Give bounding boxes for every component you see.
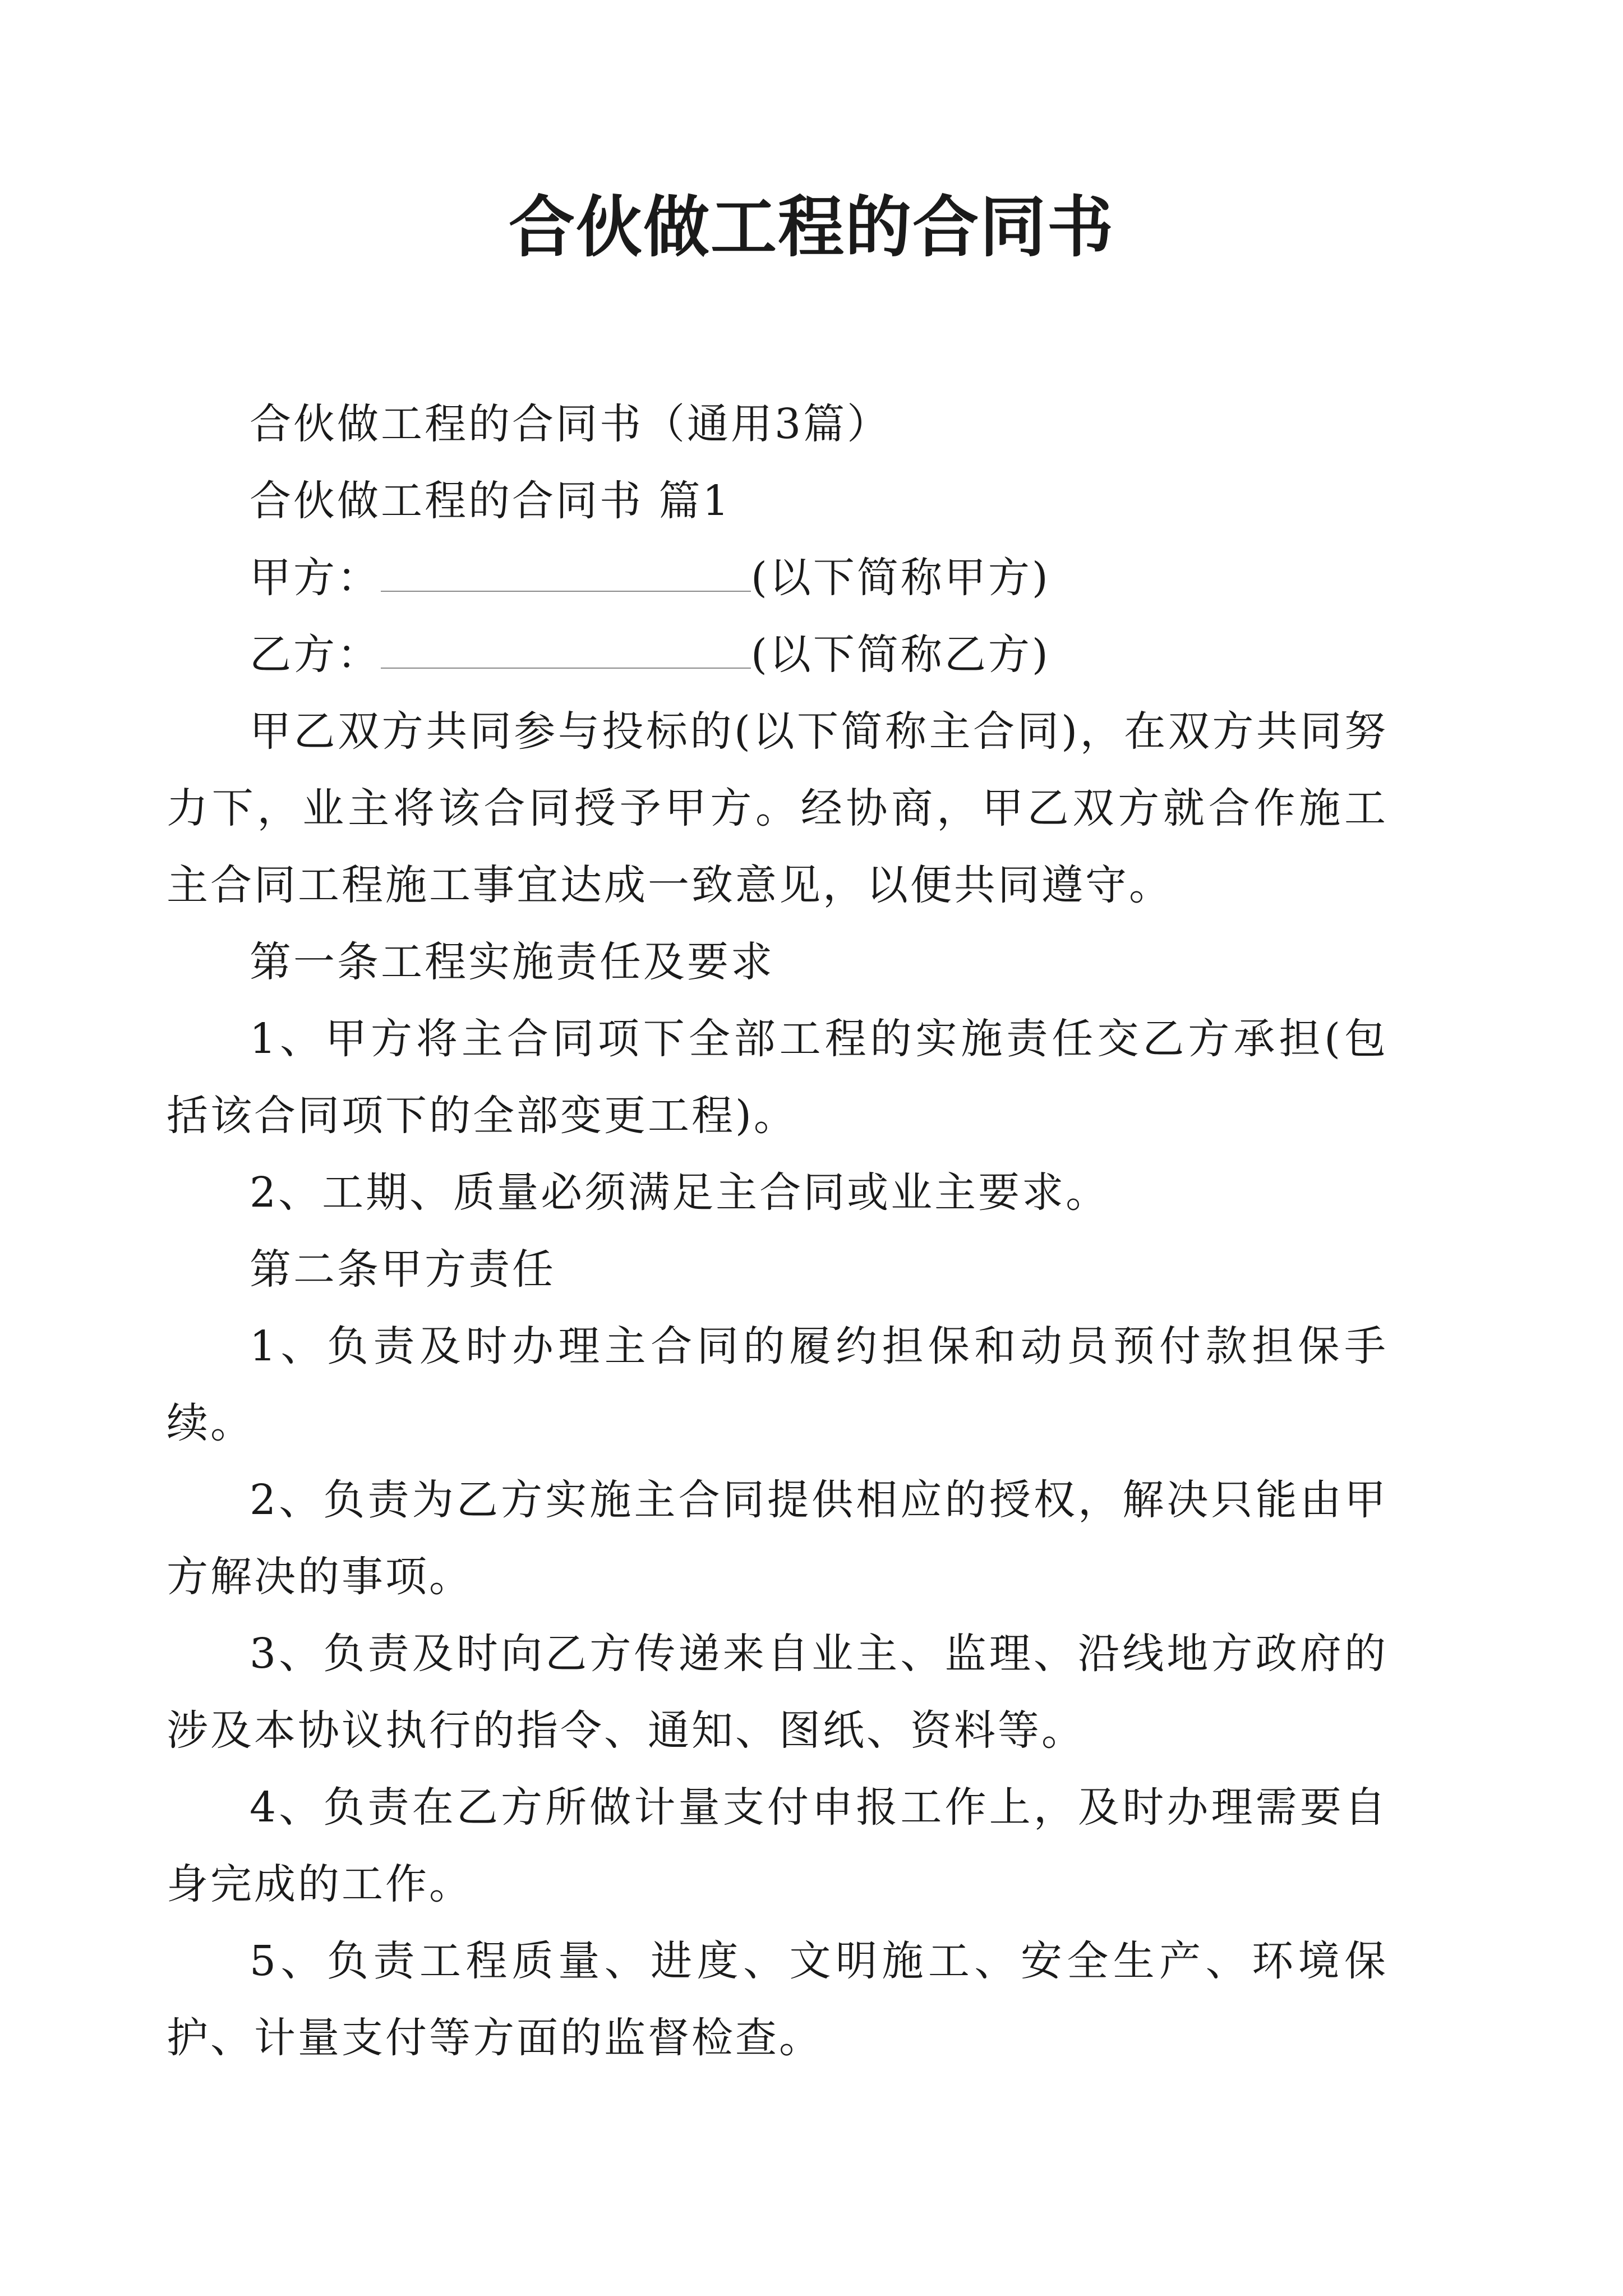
party-b-suffix: (以下简称乙方) xyxy=(751,631,1050,679)
article2-item-1: 1、负责及时办理主合同的履约担保和动员预付款担保手续。 xyxy=(167,1322,1388,1447)
article1-item-2: 2、工期、质量必须满足主合同或业主要求。 xyxy=(250,1168,1110,1217)
article1-item-1: 1、甲方将主合同项下全部工程的实施责任交乙方承担(包括该合同项下的全部变更工程)。 xyxy=(167,1015,1388,1140)
party-a-label: 甲方： xyxy=(250,554,381,602)
article1-heading: 第一条工程实施责任及要求 xyxy=(250,938,774,986)
document-flow xyxy=(167,693,1388,2077)
article2-heading: 第二条甲方责任 xyxy=(250,1245,556,1294)
section-heading: 合伙做工程的合同书 篇1 xyxy=(250,477,731,525)
document-title: 合伙做工程的合同书 xyxy=(508,188,1114,266)
article2-item-5: 5、负责工程质量、进度、文明施工、安全生产、环境保护、计量支付等方面的监督检查。 xyxy=(167,1937,1388,2062)
article2-item-4: 4、负责在乙方所做计量支付申报工作上，及时办理需要自身完成的工作。 xyxy=(167,1783,1388,1908)
article2-item-2: 2、负责为乙方实施主合同提供相应的授权，解决只能由甲方解决的事项。 xyxy=(167,1476,1388,1601)
article2-item-3: 3、负责及时向乙方传递来自业主、监理、沿线地方政府的涉及本协议执行的指令、通知、图纸、资料等。 xyxy=(167,1630,1388,1755)
party-a-blank xyxy=(381,557,751,592)
document-subtitle: 合伙做工程的合同书（通用3篇） xyxy=(250,400,891,448)
intro-paragraph: 甲乙双方共同参与投标的(以下简称主合同)，在双方共同努力下，业主将该合同授予甲方。经协商，甲乙双方就合作施工主合同工程施工事宜达成一致意见，以便共同遵守。 xyxy=(167,707,1388,909)
party-b-label: 乙方： xyxy=(250,631,381,679)
party-b-line xyxy=(250,616,1388,693)
document-body xyxy=(250,386,1388,693)
party-b-blank xyxy=(381,634,751,669)
party-a-line xyxy=(250,540,1388,616)
party-a-suffix: (以下简称甲方) xyxy=(751,554,1050,602)
